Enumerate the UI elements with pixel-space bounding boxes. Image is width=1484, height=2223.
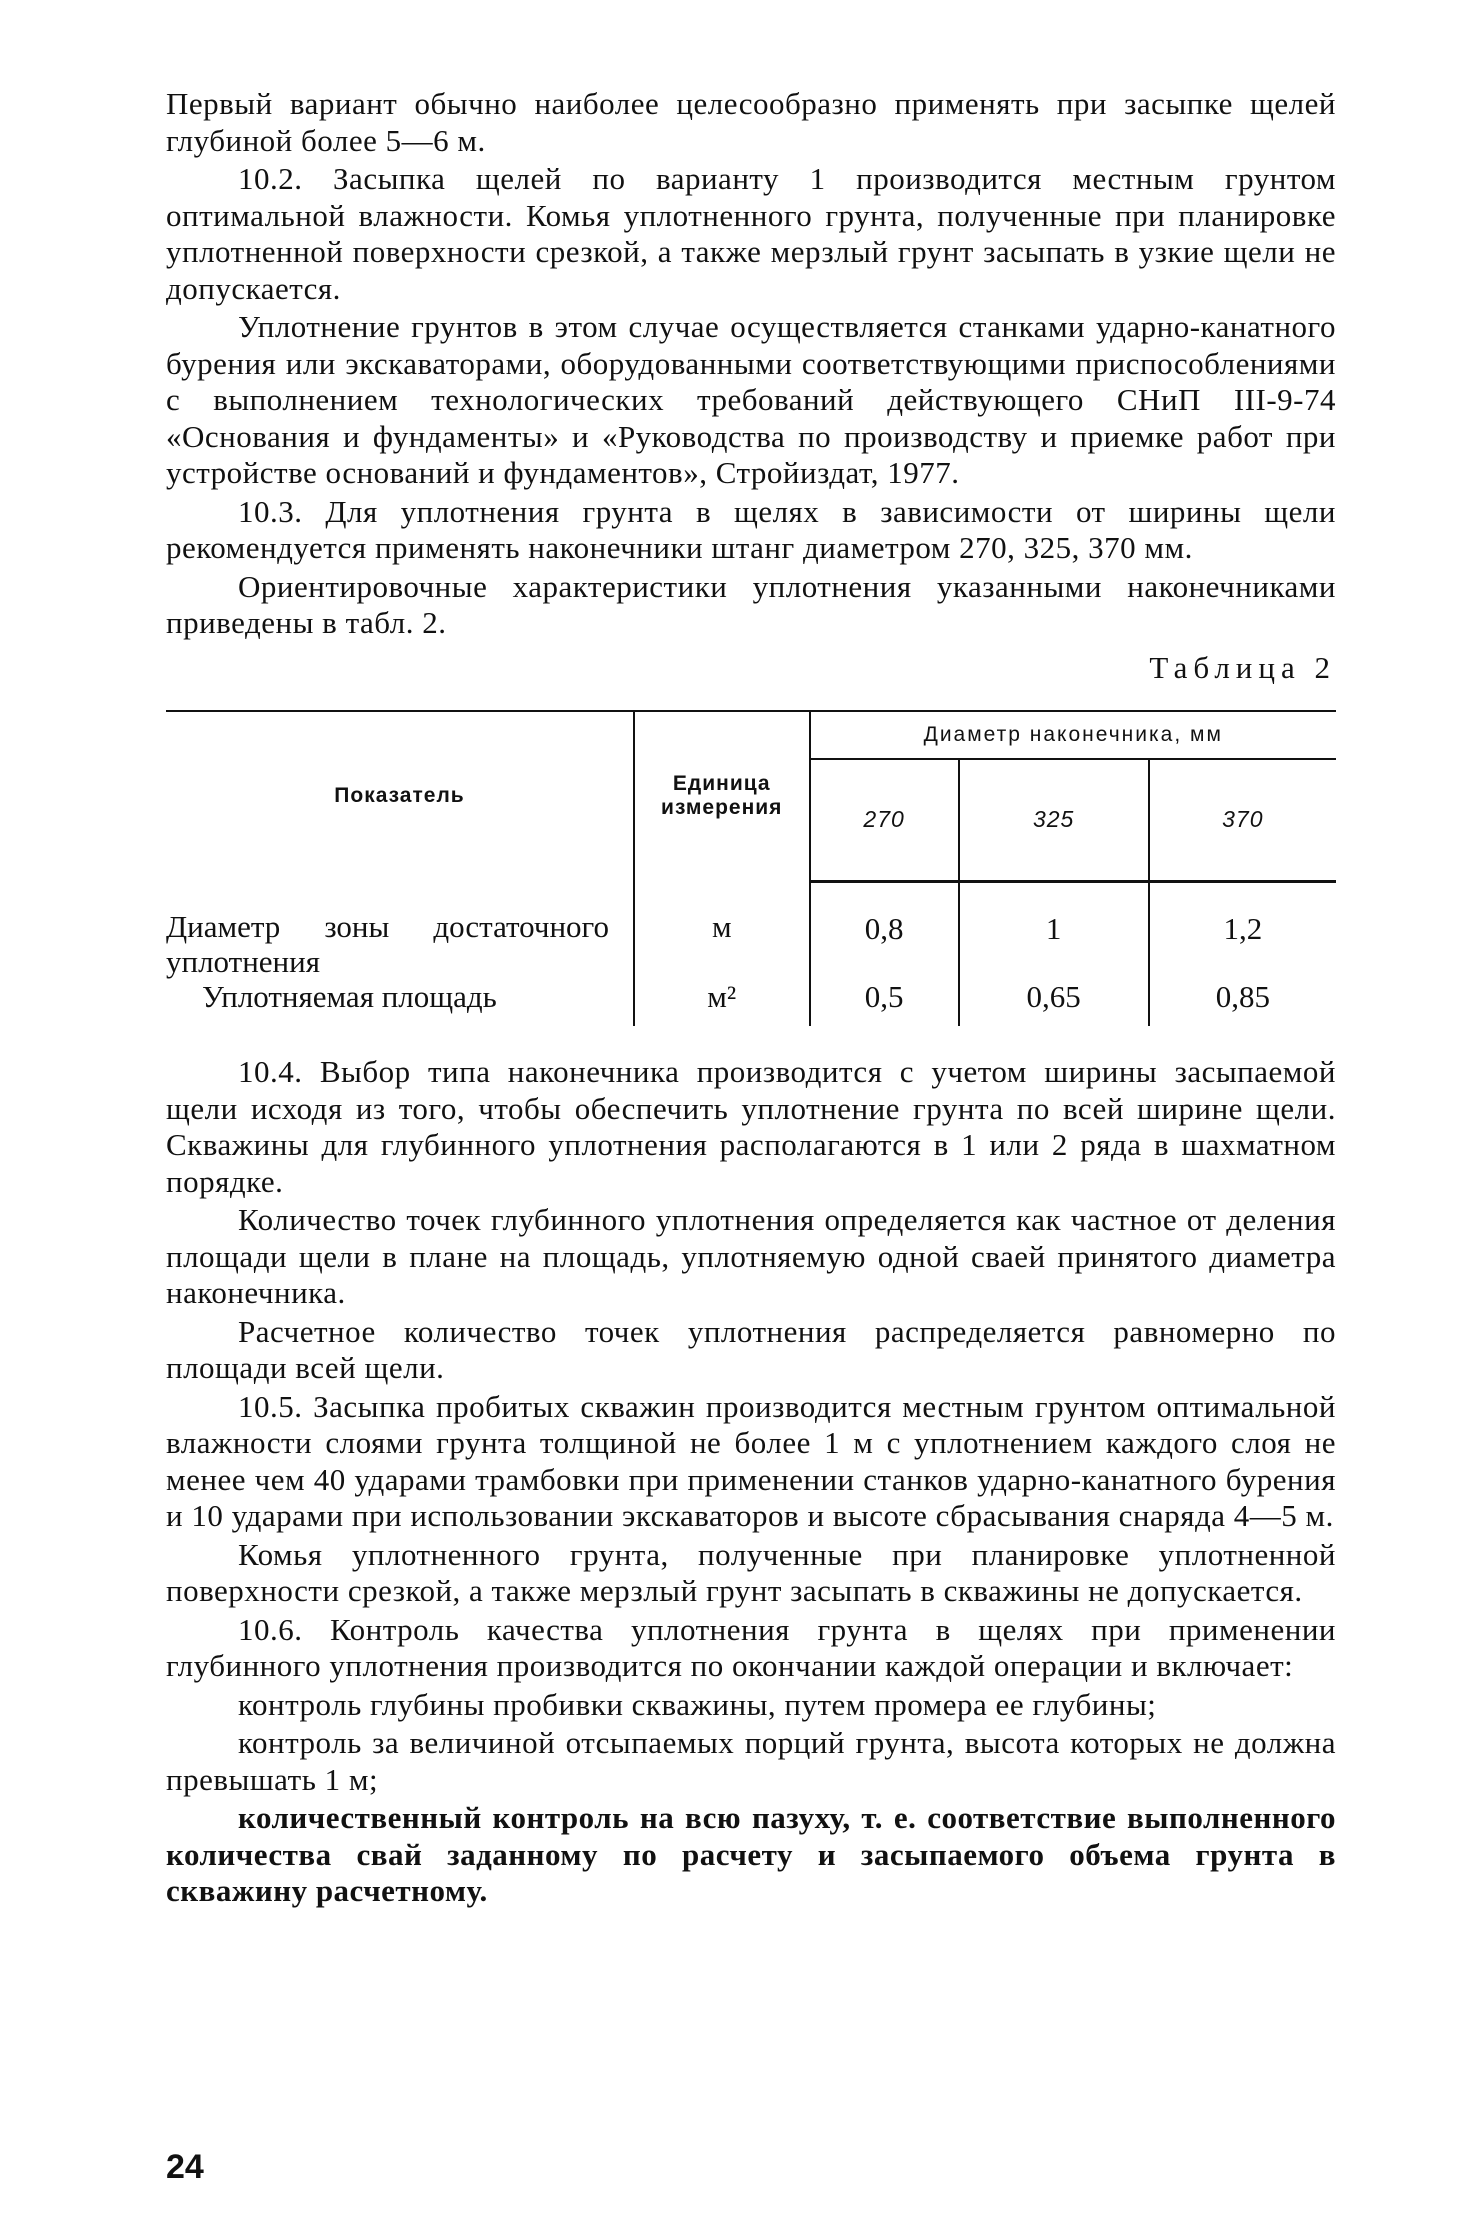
paragraph-10-5: 10.5. Засыпка пробитых скважин производится местным грунтом оптимальной влажности слоями грунта толщиной не более 1 м с уплотнением каждого слоя не менее чем 40 ударами трамбовки при применении станков ударно-канатного бурения и 10 ударами при использовании экскаваторов и высоте сбрасывания снаряда 4—5 м. [166,1388,1336,1533]
row-parameter: Уплотняемая площадь [166,979,634,1026]
header-parameter: Показатель [166,711,634,882]
header-diameter-270: 270 [810,759,959,882]
header-diameter-325: 325 [959,759,1149,882]
paragraph: Комья уплотненного грунта, полученные при планировке уплотненной поверхности срезкой, а также мерзлый грунт засыпать в скважины не допускается. [166,1536,1336,1608]
row-unit: м² [634,979,810,1026]
row-value: 1,2 [1149,881,1336,979]
row-value: 0,8 [864,910,904,946]
list-item: контроль за величиной отсыпаемых порций грунта, высота которых не должна превышать 1 м; [166,1725,1336,1797]
paragraph-10-2: 10.2. Засыпка щелей по варианту 1 производится местным грунтом оптимальной влажности. Комья уплотненного грунта, полученные при планировке уплотненной поверхности срезкой, а также мерзлый грунт засыпать в узкие щели не допускается. [166,161,1336,306]
paragraph-10-3: 10.3. Для уплотнения грунта в щелях в зависимости от ширины щели рекомендуется применять наконечники штанг диаметром 270, 325, 370 мм. [166,493,1336,565]
header-diameter-370: 370 [1149,759,1336,882]
row-unit: м [634,881,810,979]
list-item: контроль глубины пробивки скважины, путем промера ее глубины; [238,1686,1157,1722]
row-value: 0,65 [959,979,1149,1026]
table-row [166,881,1336,979]
row-parameter: Диаметр зоны достаточного уплотнения [166,881,634,979]
paragraph: Ориентировочные характеристики уплотнения указанными наконечниками приведены в табл. 2. [166,568,1336,640]
paragraph: Количество точек глубинного уплотнения определяется как частное от деления площади щели в плане на площадь, уплотняемую одной сваей принятого диаметра наконечника. [166,1202,1336,1310]
row-value: 0,5 [864,979,904,1014]
header-diameter-group: Диаметр наконечника, мм [810,711,1337,759]
paragraph-10-6: 10.6. Контроль качества уплотнения грунта в щелях при применении глубинного уплотнения производится по окончании каждой операции и включает: [166,1611,1336,1683]
list-item: количественный контроль на всю пазуху, т. е. соответствие выполненного количества свай заданному по расчету и засыпаемого объема грунта в скважину расчетному. [166,1800,1336,1908]
paragraph: Расчетное количество точек уплотнения распределяется равномерно по площади всей щели. [166,1313,1336,1385]
paragraph: Уплотнение грунтов в этом случае осуществляется станками ударно-канатного бурения или экскаваторами, оборудованными соответствующими приспособлениями с выполнением технологических требований действующего СНиП III-9-74 «Основания и фундаменты» и «Руководства по производству и приемке работ при устройстве оснований и фундаментов», Стройиздат, 1977. [166,309,1336,490]
table-caption: Таблица 2 [1149,649,1336,685]
row-value: 1 [959,881,1149,979]
table-2 [166,710,1336,1027]
header-unit: Единица измерения [634,711,810,882]
paragraph: Первый вариант обычно наиболее целесообразно применять при засыпке щелей глубиной более 5—6 м. [166,86,1336,158]
table-row [166,979,1336,1026]
row-value: 0,85 [1149,979,1336,1026]
paragraph-10-4: 10.4. Выбор типа наконечника производится с учетом ширины засыпаемой щели исходя из того, чтобы обеспечить уплотнение грунта по всей ширине щели. Скважины для глубинного уплотнения располагаются в 1 или 2 ряда в шахматном порядке. [166,1054,1336,1199]
page-number: 24 [166,2148,204,2186]
